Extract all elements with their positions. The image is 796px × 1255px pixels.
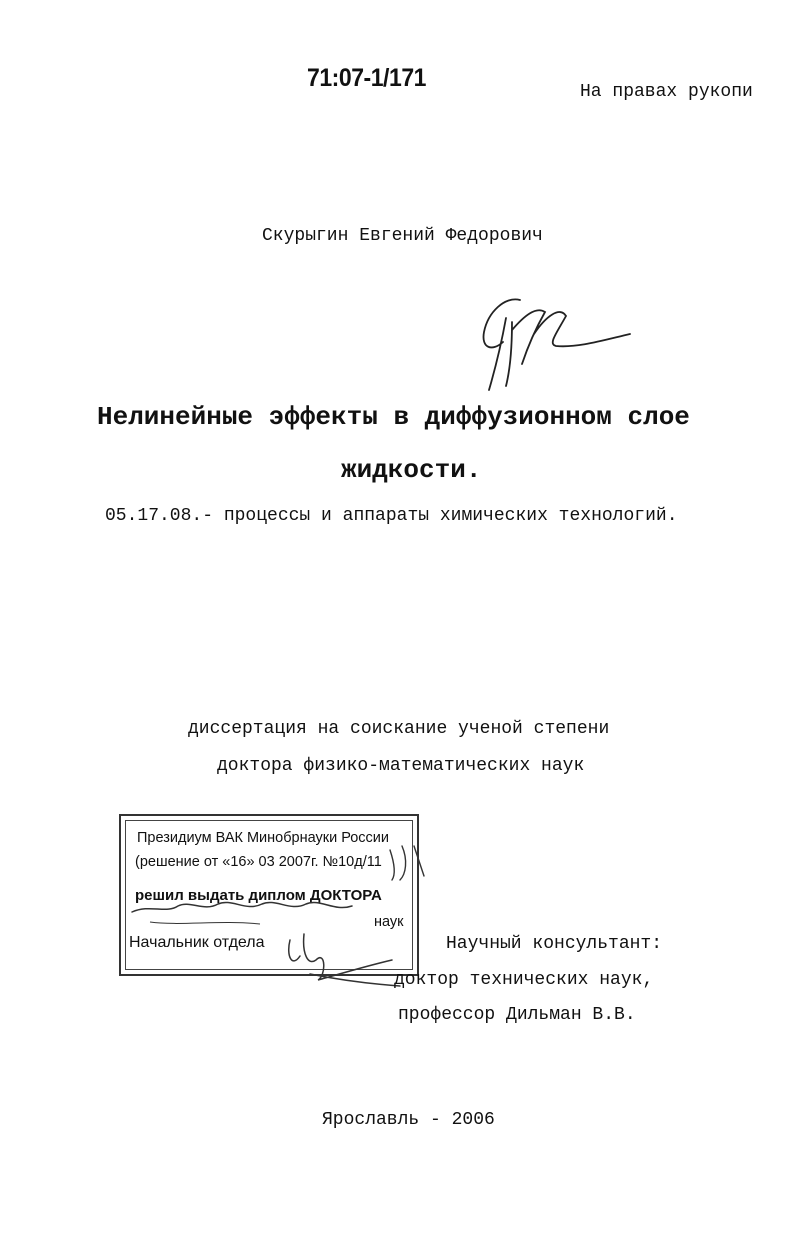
stamp-line-5: Начальник отдела xyxy=(129,934,265,951)
specialty-code: 05.17.08.- процессы и аппараты химических технологий. xyxy=(105,506,678,526)
rights-note: На правах рукопи xyxy=(580,82,753,102)
vak-stamp xyxy=(119,814,419,976)
title-line-2: жидкости. xyxy=(341,455,482,485)
stamp-line-2: (решение от «16» 03 2007г. №10д/11 xyxy=(135,854,382,870)
catalog-code: 71:07-1/171 xyxy=(307,64,426,92)
stamp-line-3: решил выдать диплом ДОКТОРА xyxy=(135,887,382,904)
consultant-label: Научный консультант: xyxy=(446,934,663,954)
stamp-line-4: наук xyxy=(374,914,404,930)
consultant-name: профессор Дильман В.В. xyxy=(398,1005,636,1025)
author-name: Скурыгин Евгений Федорович xyxy=(262,226,543,246)
degree-line-2: доктора физико-математических наук xyxy=(217,756,585,776)
city-year: Ярославль - 2006 xyxy=(322,1110,495,1130)
stamp-line-1: Президиум ВАК Минобрнауки России xyxy=(137,830,390,846)
title-line-1: Нелинейные эффекты в диффузионном слое xyxy=(97,402,690,432)
degree-line-1: диссертация на соискание ученой степени xyxy=(188,719,610,739)
consultant-degree: доктор технических наук, xyxy=(394,970,654,990)
